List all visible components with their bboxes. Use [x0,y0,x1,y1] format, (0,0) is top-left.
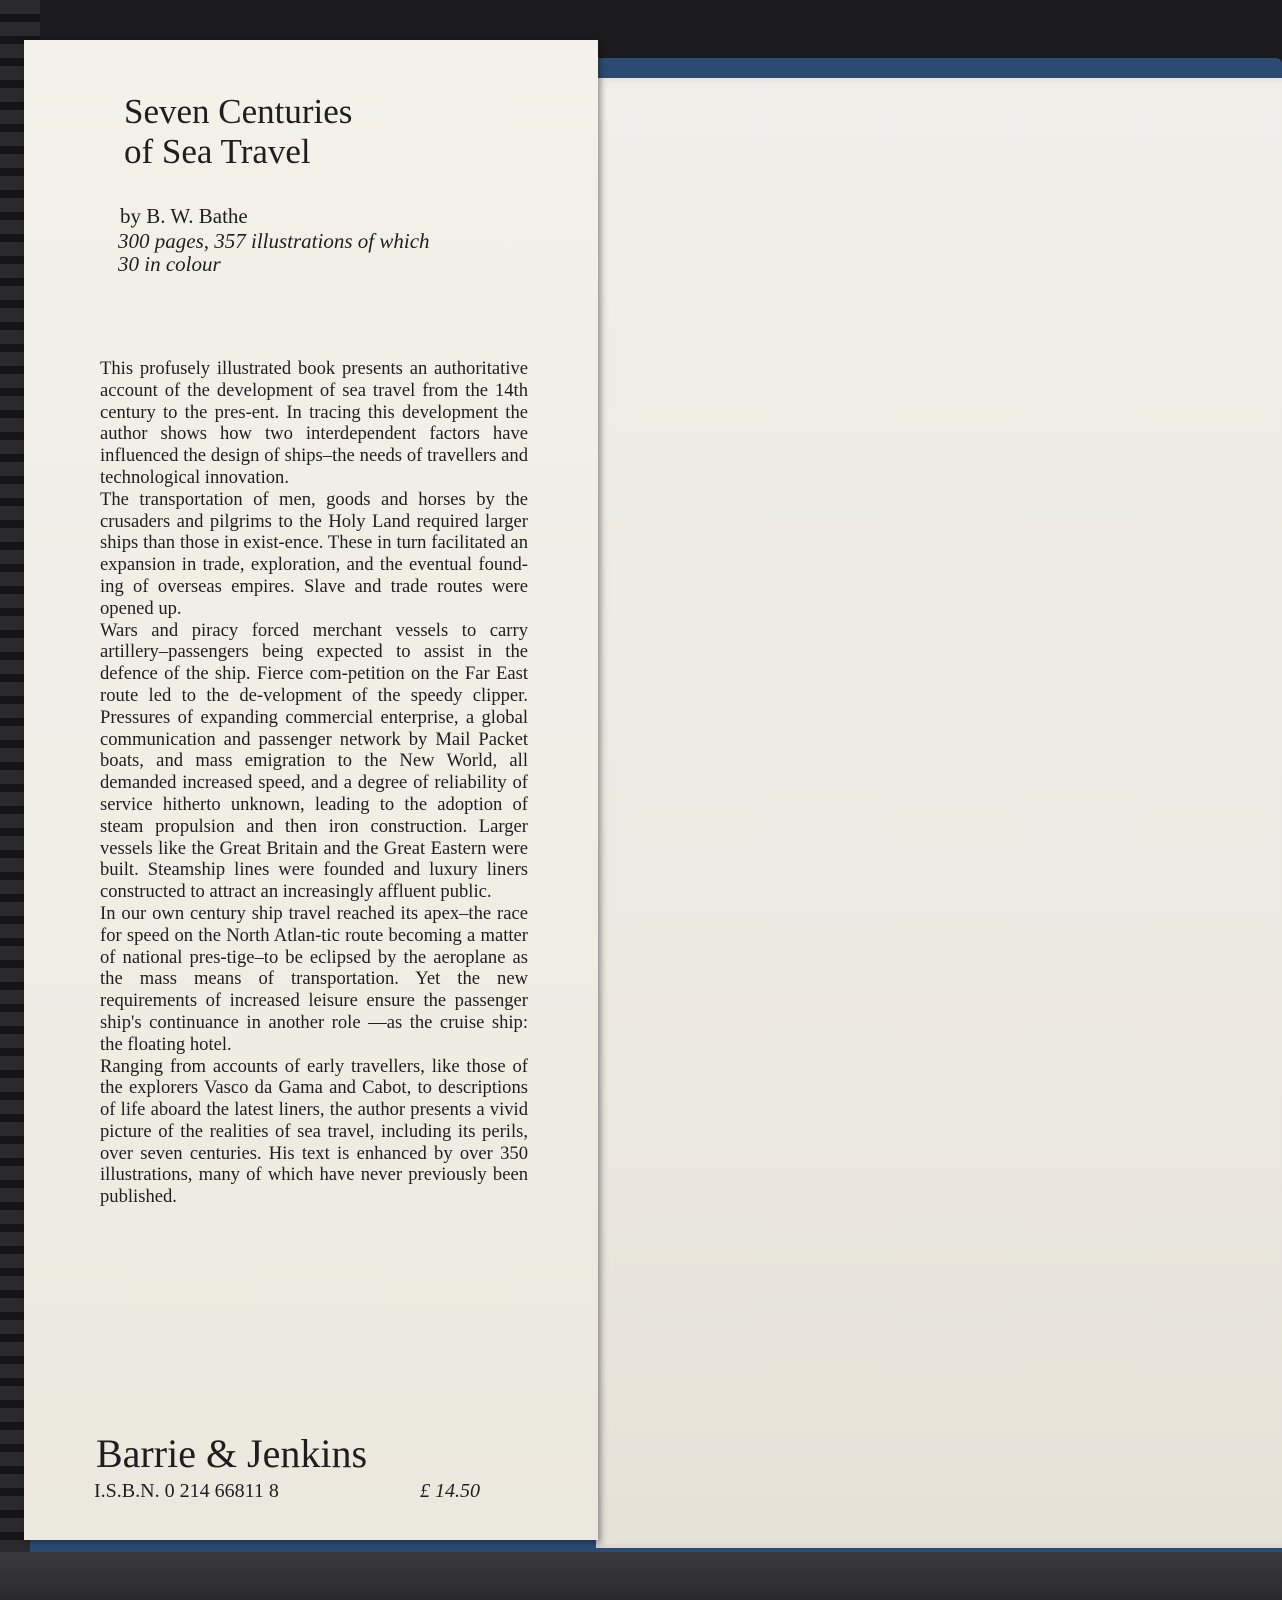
book-title [124,92,564,172]
author-line: by B. W. Bathe [120,204,248,228]
blurb-paragraph-3: Wars and piracy forced merchant vessels to carry artillery–passengers being expected to assist in the defence of the ship. Fierce com-petition on the Far East route led to the de-velopment of the speedy clipper. Pressures of expanding commercial enterprise, a global communication and passenger network by Mail Packet boats, and mass emigration to the New World, all demanded increased speed, and a degree of reliability of service hitherto unknown, leading to the adoption of steam propulsion and then iron construction. Larger vessels like the Great Britain and the Great Eastern were built. Steamship lines were founded and luxury liners constructed to attract an increasingly affluent public. [100,619,528,903]
specs-line-1: 300 pages, 357 illustrations of which [118,229,430,253]
blank-endpaper [596,78,1282,1548]
publisher: Barrie & Jenkins [96,1431,368,1476]
book-specs [118,230,538,276]
blurb-paragraph-1: This profusely illustrated book presents an authoritative account of the development of sea travel from the 14th century to the pres-ent. In tracing this development the author shows how two interdependent factors have influenced the design of ships–the needs of travellers and technological innovation. [100,358,528,488]
specs-line-2: 30 in colour [118,252,221,276]
title-line-1: Seven Centuries [124,92,353,131]
blurb [100,358,528,1208]
shelf-edge [0,1552,1282,1600]
blurb-paragraph-2: The transportation of men, goods and horses by the crusaders and pilgrims to the Holy Land required larger ships than those in exist-ence. These in turn facilitated an expansion in trade, exploration, and the eventual found-ing of overseas empires. Slave and trade routes were opened up. [100,488,528,619]
price: £ 14.50 [420,1480,480,1502]
blurb-paragraph-5: Ranging from accounts of early travellers, like those of the explorers Vasco da Gama and Cabot, to descriptions of life aboard the latest liners, the author presents a vivid picture of the realities of sea travel, including its perils, over seven centuries. His text is enhanced by over 350 illustrations, many of which have never previously been published. [100,1055,528,1208]
blurb-paragraph-4: In our own century ship travel reached its apex–the race for speed on the North Atlan-tic route becoming a matter of national pres-tige–to be eclipsed by the aeroplane as the mass means of transportation. Yet the new requirements of increased leisure ensure the passenger ship's continuance in another role —as the cruise ship: the floating hotel. [100,902,528,1055]
dust-jacket-flap [24,40,598,1540]
isbn: I.S.B.N. 0 214 66811 8 [94,1480,279,1502]
title-line-2: of Sea Travel [124,132,311,171]
